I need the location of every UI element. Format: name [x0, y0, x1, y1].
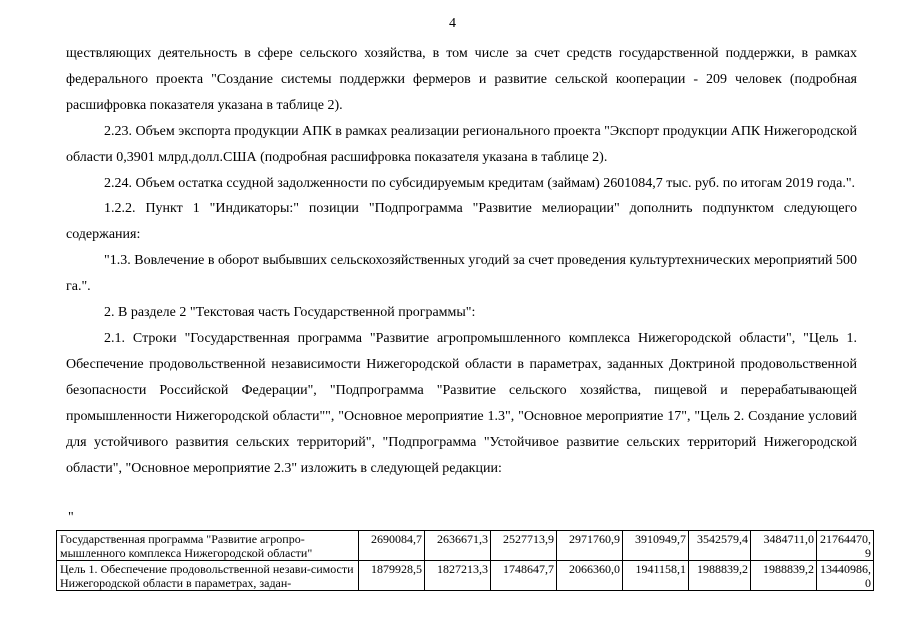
table-cell: 2971760,9: [557, 531, 623, 561]
funding-table: [56, 530, 874, 591]
table-cell: 1827213,3: [425, 561, 491, 591]
table-cell: 1988839,2: [751, 561, 817, 591]
paragraph: 2.1. Строки "Государственная программа "Развитие агропромышленного комплекса Нижегородской области", "Цель 1. Обеспечение продовольственной независимости Нижегородской области в параметрах, заданных Доктриной продовольственной безопасности Российской Федерации", "Подпрограмма "Развитие сельского хозяйства, пищевой и перерабатывающей промышленности Нижегородской области"", "Основное мероприятие 1.3", "Основное мероприятие 17", "Цель 2. Создание условий для устойчивого развития сельских территорий", "Подпрограмма "Устойчивое развитие сельских территорий Нижегородской области", "Основное мероприятие 2.3" изложить в следующей редакции:: [66, 330, 857, 476]
table-cell: 2636671,3: [425, 531, 491, 561]
table-cell: 3484711,0: [751, 531, 817, 561]
row-name: Цель 1. Обеспечение продовольственной незави-симости Нижегородской области в параметрах, задан-: [57, 561, 359, 591]
paragraph: 2.23. Объем экспорта продукции АПК в рамках реализации регионального проекта "Экспорт продукции АПК Нижегородской области 0,3901 млрд.долл.США (подробная расшифровка показателя указана в таблице 2).: [66, 123, 857, 165]
paragraph: ществляющих деятельность в сфере сельского хозяйства, в том числе за счет средств государственной поддержки, в рамках федерального проекта "Создание системы поддержки фермеров и развитие сельской кооперации - 209 человек (подробная расшифровка показателя указана в таблице 2).: [66, 46, 857, 113]
paragraph: 2. В разделе 2 "Текстовая часть Государственной программы":: [104, 305, 476, 321]
table-row: [57, 531, 874, 561]
table-cell: 21764470,9: [817, 531, 874, 561]
table-cell: 3910949,7: [623, 531, 689, 561]
row-name: Государственная программа "Развитие агропро-мышленного комплекса Нижегородской области": [57, 531, 359, 561]
table-cell: 3542579,4: [689, 531, 751, 561]
paragraph: 1.2.2. Пункт 1 "Индикаторы:" позиции "Подпрограмма "Развитие мелиорации" дополнить подпунктом следующего содержания:: [66, 201, 857, 243]
table-cell: 2066360,0: [557, 561, 623, 591]
table-cell: 2527713,9: [491, 531, 557, 561]
opening-quote: ": [68, 510, 74, 525]
paragraph: "1.3. Вовлечение в оборот выбывших сельскохозяйственных угодий за счет проведения культуртехнических мероприятий 500 га.".: [66, 253, 857, 295]
table-cell: 1988839,2: [689, 561, 751, 591]
table-cell: 2690084,7: [359, 531, 425, 561]
table-row: [57, 561, 874, 591]
table-cell: 1748647,7: [491, 561, 557, 591]
table-cell: 1941158,1: [623, 561, 689, 591]
document-body: [66, 41, 857, 481]
page-number: 4: [449, 16, 456, 31]
table-cell: 13440986,0: [817, 561, 874, 591]
table-cell: 1879928,5: [359, 561, 425, 591]
paragraph: 2.24. Объем остатка ссудной задолженности по субсидируемым кредитам (займам) 2601084,7 тыс. руб. по итогам 2019 года.".: [104, 175, 856, 191]
